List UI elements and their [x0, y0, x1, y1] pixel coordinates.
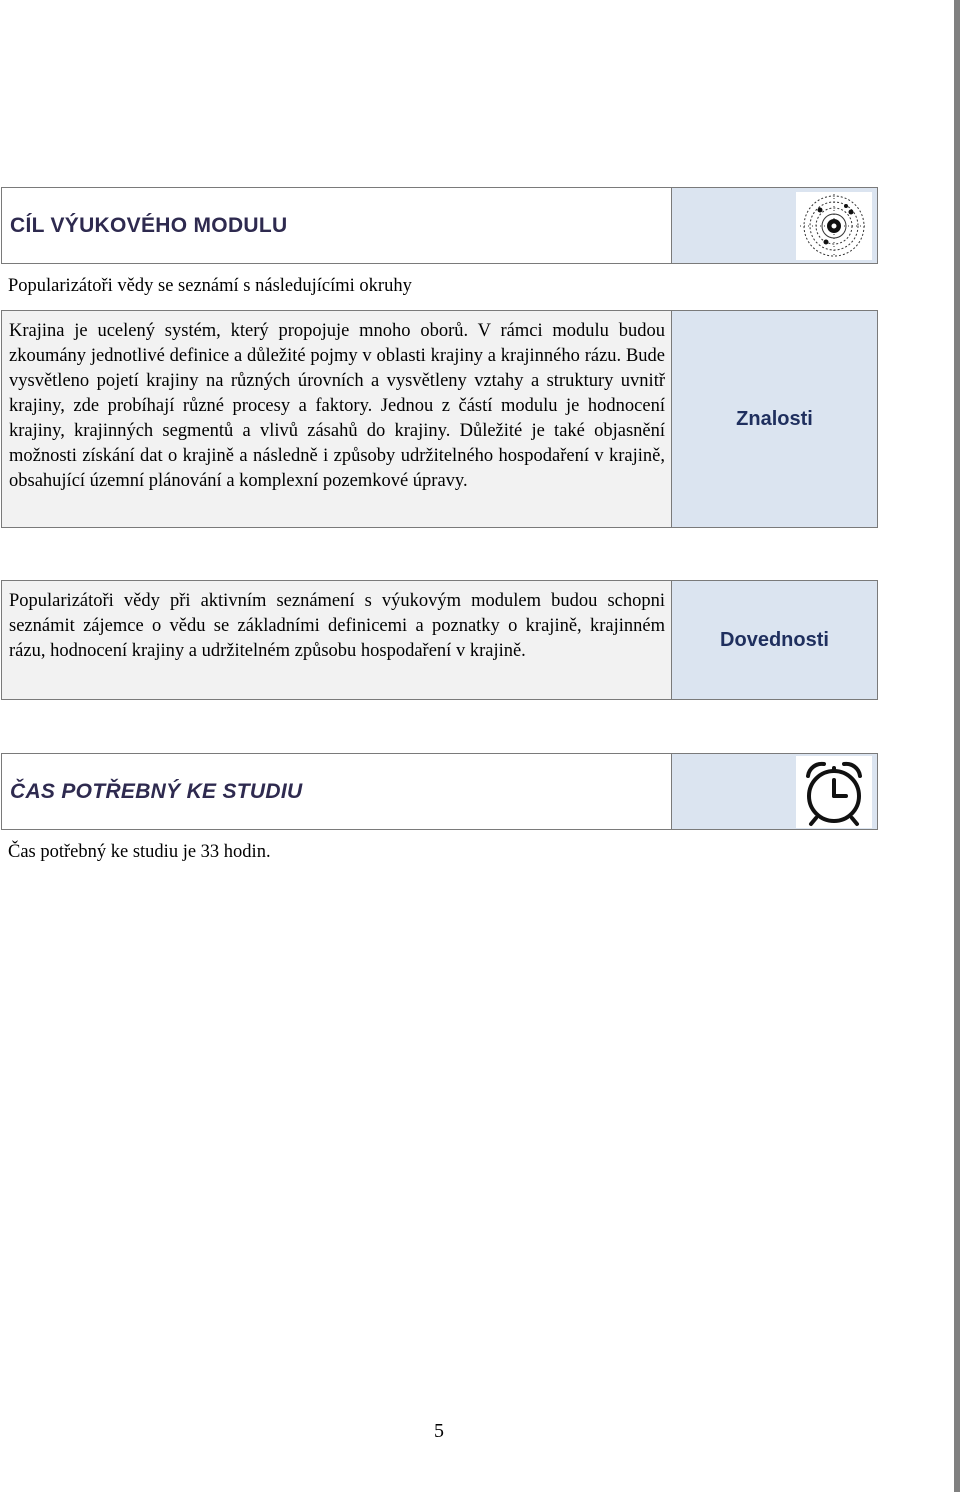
goal-heading-row	[1, 187, 878, 264]
knowledge-row	[1, 310, 878, 528]
goal-icon-cell	[672, 188, 877, 263]
skills-text: Popularizátoři vědy při aktivním seznámení s výukovým modulem budou schopni seznámit zájemce o vědu se základními definicemi a poznatky o krajině, krajinném rázu, hodnocení krajiny a udržitelném způsobu hospodaření v krajině.	[2, 581, 672, 699]
knowledge-text: Krajina je ucelený systém, který propojuje mnoho oborů. V rámci modulu budou zkoumány jednotlivé definice a důležité pojmy v oblasti krajiny a krajinného rázu. Bude vysvětleno pojetí krajiny na různých úrovních a vysvětleny vztahy a struktury uvnitř krajiny, zde probíhají různé procesy a faktory. Jednou z částí modulu je hodnocení krajiny, krajinných segmentů a vlivů zásahů do krajiny. Důležité je také objasnění možnosti získání dat o krajině a následně i způsoby udržitelného hospodaření v krajině, obsahující územní plánování a komplexní pozemkové úpravy.	[2, 311, 672, 527]
skills-row	[1, 580, 878, 700]
time-heading: ČAS POTŘEBNÝ KE STUDIU	[2, 754, 672, 829]
time-heading-row	[1, 753, 878, 830]
page-number: 5	[434, 1420, 444, 1442]
page-edge-rule	[954, 0, 960, 1492]
time-text: Čas potřebný ke studiu je 33 hodin.	[8, 842, 271, 862]
goal-heading: CÍL VÝUKOVÉHO MODULU	[2, 188, 672, 263]
target-icon	[796, 192, 872, 260]
skills-label: Dovednosti	[672, 581, 877, 699]
knowledge-label: Znalosti	[672, 311, 877, 527]
goal-intro: Popularizátoři vědy se seznámí s následujícími okruhy	[8, 276, 412, 296]
alarm-clock-icon	[796, 756, 872, 828]
time-icon-cell	[672, 754, 877, 829]
